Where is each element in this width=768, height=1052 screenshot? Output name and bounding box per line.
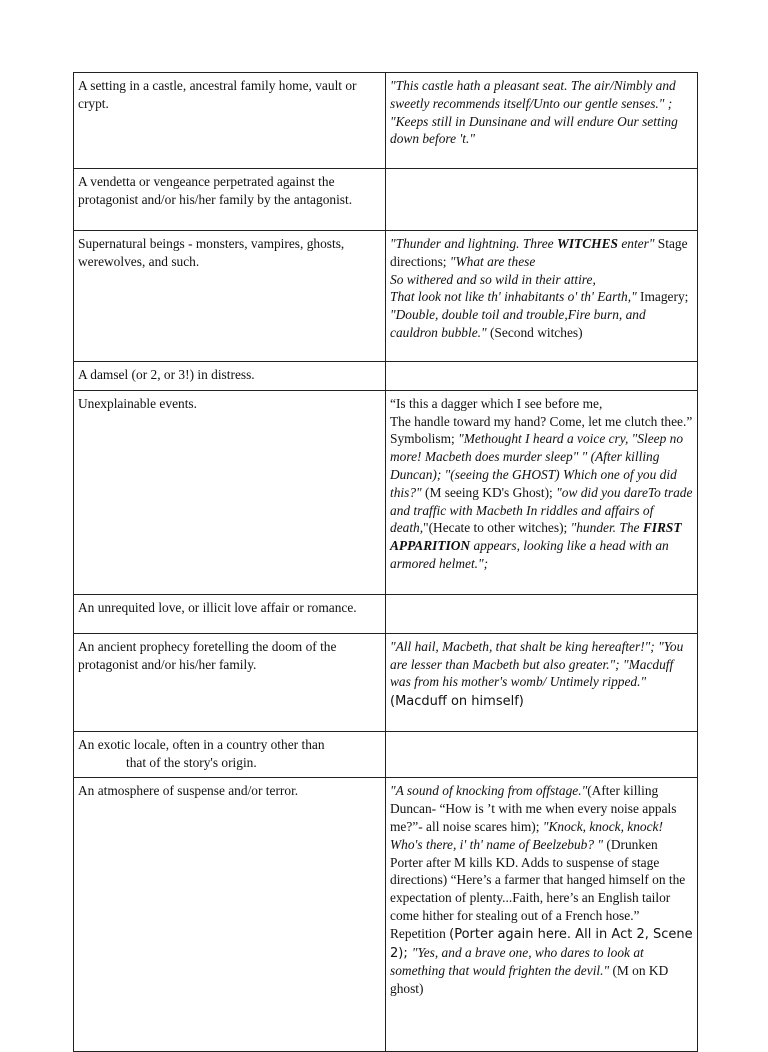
- macbeth-evidence-cell: [386, 778, 698, 1052]
- evidence-segment: (Porter again here. All in Act 2, Scene 2);: [390, 926, 693, 961]
- table-row: [74, 390, 698, 594]
- evidence-segment: "What are these: [449, 253, 536, 269]
- macbeth-evidence-cell: [386, 73, 698, 169]
- gothic-element-text: An atmosphere of suspense and/or terror.: [78, 783, 299, 799]
- macbeth-evidence-cell: [386, 633, 698, 731]
- evidence-segment: "Methought I heard a voice cry, "Sleep no more! Macbeth does murder sleep" " (After killing Duncan); "(seeing the GHOST) Which one of you did this?": [390, 431, 684, 500]
- evidence-segment: (Drunken Porter after M kills KD. Adds to suspense of stage directions) “Here’s a farmer that hanged himself on the expectation of plenty...Faith, here’s an English tailor come hither for stealing out of a French hose.” Repetition: [390, 836, 686, 941]
- gothic-element-cell: [74, 231, 386, 362]
- gothic-element-text: A vendetta or vengeance perpetrated against the protagonist and/or his/her family by the antagonist.: [78, 174, 353, 207]
- table-row: [74, 169, 698, 231]
- evidence-segment: (After killing Duncan- “How is ’t with me when every noise appals me?”- all noise scares him);: [390, 783, 677, 834]
- evidence-segment: (M seeing KD's Ghost);: [421, 484, 557, 500]
- gothic-elements-table: [73, 72, 698, 1052]
- evidence-segment: (Second witches): [486, 324, 583, 340]
- evidence-segment: So withered and so wild in their attire,: [390, 271, 596, 287]
- gothic-element-cell: [74, 362, 386, 391]
- gothic-element-text: A damsel (or 2, or 3!) in distress.: [78, 367, 255, 382]
- evidence-segment: "ow did you dareTo trade and traffic with Macbeth In riddles and affairs of death,: [390, 484, 693, 536]
- macbeth-evidence-cell: [386, 169, 698, 231]
- gothic-element-cell: [74, 594, 386, 633]
- gothic-element-cell: [74, 633, 386, 731]
- gothic-element-text: Unexplainable events.: [78, 395, 197, 411]
- evidence-segment: "Thunder and lightning. Three: [390, 236, 557, 251]
- evidence-segment: "hunder. The: [570, 520, 643, 536]
- gothic-element-text: Supernatural beings - monsters, vampires, ghosts, werewolves, and such.: [78, 236, 345, 269]
- evidence-segment: Stage directions;: [390, 236, 688, 269]
- gothic-element-text: An unrequited love, or illicit love affair or romance.: [78, 599, 357, 615]
- table-body: [74, 73, 698, 1052]
- evidence-segment: appears, looking like a head with an armored helmet.";: [390, 538, 669, 571]
- table-row: [74, 594, 698, 633]
- gothic-element-text: A setting in a castle, ancestral family home, vault or crypt.: [78, 78, 357, 111]
- table-row: [74, 778, 698, 1052]
- gothic-element-cell: [74, 390, 386, 594]
- evidence-segment: The handle toward my hand? Come, let me clutch thee.” Symbolism;: [390, 413, 693, 447]
- evidence-segment: Imagery;: [636, 289, 689, 305]
- evidence-segment: "Double, double toil and trouble,Fire burn, and cauldron bubble.": [390, 307, 646, 340]
- table-row: [74, 73, 698, 169]
- evidence-segment: “Is this a dagger which I see before me,: [390, 395, 603, 411]
- gothic-element-cell: [74, 169, 386, 231]
- gothic-element-cell: [74, 778, 386, 1052]
- table-row: [74, 362, 698, 391]
- evidence-segment: "Knock, knock, knock! Who's there, i' th' name of Beelzebub? ": [390, 818, 663, 852]
- evidence-segment: "This castle hath a pleasant seat. The air/Nimbly and sweetly recommends itself/Unto our gentle senses." ; "Keeps still in Dunsinane and will endure Our setting down before 't.": [390, 78, 678, 147]
- evidence-segment: FIRST APPARITION: [390, 520, 682, 554]
- evidence-segment: (M on KD ghost): [390, 963, 669, 997]
- macbeth-evidence-cell: [386, 594, 698, 633]
- table-row: [74, 731, 698, 778]
- macbeth-evidence-cell: [386, 390, 698, 594]
- evidence-segment: "(Hecate to other witches);: [423, 520, 571, 536]
- macbeth-evidence-cell: [386, 731, 698, 778]
- evidence-segment: (Macduff on himself): [390, 694, 524, 710]
- gothic-element-cell: [74, 731, 386, 778]
- macbeth-evidence-cell: [386, 362, 698, 391]
- evidence-segment: "All hail, Macbeth, that shalt be king hereafter!"; "You are lesser than Macbeth but also greater."; "Macduff was from his mother's womb/ Untimely ripped.": [390, 638, 684, 690]
- gothic-element-text-continued: that of the story's origin.: [126, 754, 257, 770]
- evidence-segment: That look not like th' inhabitants o' th' Earth,": [390, 289, 637, 305]
- evidence-segment: WITCHES: [556, 236, 618, 251]
- evidence-segment: enter": [617, 236, 655, 251]
- gothic-element-text: An exotic locale, often in a country other than: [78, 736, 325, 752]
- gothic-element-cell: [74, 73, 386, 169]
- macbeth-evidence-cell: [386, 231, 698, 362]
- gothic-element-text: An ancient prophecy foretelling the doom of the protagonist and/or his/her family.: [78, 638, 337, 672]
- evidence-segment: "Yes, and a brave one, who dares to look at something that would frighten the devil.": [390, 944, 644, 979]
- evidence-segment: "A sound of knocking from offstage.": [390, 783, 588, 799]
- table-row: [74, 231, 698, 362]
- table-row: [74, 633, 698, 731]
